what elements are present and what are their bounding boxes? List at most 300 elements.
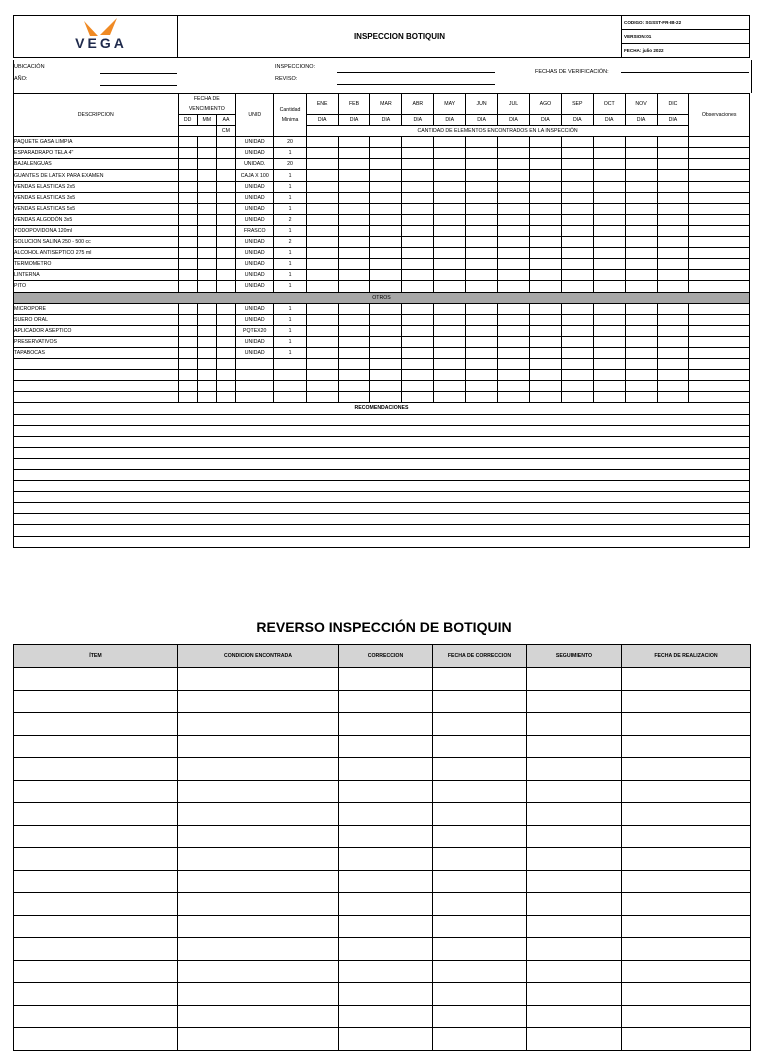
input-cell[interactable] xyxy=(14,392,179,403)
reverse-input-cell[interactable] xyxy=(178,870,339,893)
input-cell[interactable] xyxy=(434,270,466,281)
input-cell[interactable] xyxy=(593,259,625,270)
anio-field[interactable] xyxy=(100,85,177,86)
reverse-input-cell[interactable] xyxy=(527,780,622,803)
reverse-input-cell[interactable] xyxy=(14,1028,178,1051)
date-input-cell[interactable] xyxy=(178,203,197,214)
input-cell[interactable] xyxy=(529,137,561,148)
input-cell[interactable] xyxy=(657,170,689,181)
input-cell[interactable] xyxy=(689,170,750,181)
reverse-input-cell[interactable] xyxy=(433,713,527,736)
input-cell[interactable] xyxy=(306,314,338,325)
input-cell[interactable] xyxy=(561,181,593,192)
input-cell[interactable] xyxy=(466,347,498,358)
input-cell[interactable] xyxy=(657,359,689,370)
reverse-input-cell[interactable] xyxy=(527,803,622,826)
input-cell[interactable] xyxy=(370,392,402,403)
reverse-input-cell[interactable] xyxy=(14,803,178,826)
input-cell[interactable] xyxy=(561,137,593,148)
input-cell[interactable] xyxy=(625,181,657,192)
input-cell[interactable] xyxy=(466,370,498,381)
reverse-input-cell[interactable] xyxy=(178,735,339,758)
input-cell[interactable] xyxy=(593,336,625,347)
input-cell[interactable] xyxy=(657,303,689,314)
reverse-input-cell[interactable] xyxy=(339,735,433,758)
input-cell[interactable] xyxy=(236,392,274,403)
input-cell[interactable] xyxy=(338,325,370,336)
reverse-input-cell[interactable] xyxy=(527,915,622,938)
input-cell[interactable] xyxy=(274,392,306,403)
date-input-cell[interactable] xyxy=(197,203,216,214)
reverse-input-cell[interactable] xyxy=(178,893,339,916)
input-cell[interactable] xyxy=(593,170,625,181)
input-cell[interactable] xyxy=(338,303,370,314)
input-cell[interactable] xyxy=(561,359,593,370)
input-cell[interactable] xyxy=(466,248,498,259)
reverse-input-cell[interactable] xyxy=(433,848,527,871)
recomendacion-input[interactable] xyxy=(14,503,750,514)
reverse-input-cell[interactable] xyxy=(178,690,339,713)
input-cell[interactable] xyxy=(402,225,434,236)
input-cell[interactable] xyxy=(689,137,750,148)
input-cell[interactable] xyxy=(370,325,402,336)
input-cell[interactable] xyxy=(338,170,370,181)
reverse-input-cell[interactable] xyxy=(14,870,178,893)
input-cell[interactable] xyxy=(498,370,530,381)
input-cell[interactable] xyxy=(402,159,434,170)
input-cell[interactable] xyxy=(274,381,306,392)
input-cell[interactable] xyxy=(529,148,561,159)
input-cell[interactable] xyxy=(561,303,593,314)
input-cell[interactable] xyxy=(338,248,370,259)
input-cell[interactable] xyxy=(370,259,402,270)
input-cell[interactable] xyxy=(370,314,402,325)
date-input-cell[interactable] xyxy=(178,148,197,159)
input-cell[interactable] xyxy=(306,370,338,381)
reverse-input-cell[interactable] xyxy=(14,1005,178,1028)
input-cell[interactable] xyxy=(434,203,466,214)
input-cell[interactable] xyxy=(529,170,561,181)
input-cell[interactable] xyxy=(338,192,370,203)
input-cell[interactable] xyxy=(561,148,593,159)
date-input-cell[interactable] xyxy=(197,325,216,336)
date-input-cell[interactable] xyxy=(197,314,216,325)
date-input-cell[interactable] xyxy=(197,170,216,181)
input-cell[interactable] xyxy=(402,381,434,392)
date-input-cell[interactable] xyxy=(197,225,216,236)
input-cell[interactable] xyxy=(306,381,338,392)
input-cell[interactable] xyxy=(370,359,402,370)
reverse-input-cell[interactable] xyxy=(433,1005,527,1028)
reverse-input-cell[interactable] xyxy=(178,758,339,781)
reverse-input-cell[interactable] xyxy=(14,915,178,938)
input-cell[interactable] xyxy=(498,347,530,358)
input-cell[interactable] xyxy=(498,392,530,403)
input-cell[interactable] xyxy=(370,159,402,170)
recomendacion-input[interactable] xyxy=(14,458,750,469)
input-cell[interactable] xyxy=(657,381,689,392)
reverse-input-cell[interactable] xyxy=(527,870,622,893)
date-input-cell[interactable] xyxy=(216,192,235,203)
reverse-input-cell[interactable] xyxy=(178,915,339,938)
reverse-input-cell[interactable] xyxy=(339,758,433,781)
input-cell[interactable] xyxy=(625,370,657,381)
date-input-cell[interactable] xyxy=(216,237,235,248)
input-cell[interactable] xyxy=(498,359,530,370)
input-cell[interactable] xyxy=(561,347,593,358)
input-cell[interactable] xyxy=(466,314,498,325)
input-cell[interactable] xyxy=(657,248,689,259)
input-cell[interactable] xyxy=(306,237,338,248)
date-input-cell[interactable] xyxy=(216,248,235,259)
input-cell[interactable] xyxy=(689,325,750,336)
input-cell[interactable] xyxy=(529,381,561,392)
input-cell[interactable] xyxy=(593,347,625,358)
input-cell[interactable] xyxy=(402,370,434,381)
input-cell[interactable] xyxy=(498,270,530,281)
date-input-cell[interactable] xyxy=(197,248,216,259)
input-cell[interactable] xyxy=(689,336,750,347)
input-cell[interactable] xyxy=(657,314,689,325)
reverse-input-cell[interactable] xyxy=(622,735,751,758)
reverse-input-cell[interactable] xyxy=(433,825,527,848)
input-cell[interactable] xyxy=(498,248,530,259)
reverse-input-cell[interactable] xyxy=(178,960,339,983)
input-cell[interactable] xyxy=(689,347,750,358)
input-cell[interactable] xyxy=(14,381,179,392)
date-input-cell[interactable] xyxy=(216,137,235,148)
date-input-cell[interactable] xyxy=(178,225,197,236)
input-cell[interactable] xyxy=(498,203,530,214)
input-cell[interactable] xyxy=(529,203,561,214)
input-cell[interactable] xyxy=(561,159,593,170)
input-cell[interactable] xyxy=(434,225,466,236)
input-cell[interactable] xyxy=(402,314,434,325)
reverse-input-cell[interactable] xyxy=(622,803,751,826)
reverse-input-cell[interactable] xyxy=(178,713,339,736)
inspecciono-field[interactable] xyxy=(337,72,495,73)
date-input-cell[interactable] xyxy=(216,225,235,236)
reverse-input-cell[interactable] xyxy=(433,690,527,713)
recomendacion-input[interactable] xyxy=(14,492,750,503)
input-cell[interactable] xyxy=(338,370,370,381)
input-cell[interactable] xyxy=(402,259,434,270)
date-input-cell[interactable] xyxy=(216,259,235,270)
input-cell[interactable] xyxy=(370,225,402,236)
date-input-cell[interactable] xyxy=(197,181,216,192)
reverse-input-cell[interactable] xyxy=(622,893,751,916)
input-cell[interactable] xyxy=(593,137,625,148)
reverse-input-cell[interactable] xyxy=(527,960,622,983)
date-input-cell[interactable] xyxy=(178,181,197,192)
date-input-cell[interactable] xyxy=(178,314,197,325)
input-cell[interactable] xyxy=(657,137,689,148)
input-cell[interactable] xyxy=(434,237,466,248)
input-cell[interactable] xyxy=(370,214,402,225)
input-cell[interactable] xyxy=(402,181,434,192)
input-cell[interactable] xyxy=(434,248,466,259)
input-cell[interactable] xyxy=(593,237,625,248)
reverse-input-cell[interactable] xyxy=(622,915,751,938)
input-cell[interactable] xyxy=(498,336,530,347)
input-cell[interactable] xyxy=(593,303,625,314)
input-cell[interactable] xyxy=(657,192,689,203)
reverse-input-cell[interactable] xyxy=(433,758,527,781)
input-cell[interactable] xyxy=(338,259,370,270)
input-cell[interactable] xyxy=(370,336,402,347)
input-cell[interactable] xyxy=(529,181,561,192)
reverse-input-cell[interactable] xyxy=(339,938,433,961)
input-cell[interactable] xyxy=(306,325,338,336)
recomendacion-input[interactable] xyxy=(14,436,750,447)
input-cell[interactable] xyxy=(402,303,434,314)
input-cell[interactable] xyxy=(498,314,530,325)
reverse-input-cell[interactable] xyxy=(178,668,339,691)
input-cell[interactable] xyxy=(402,214,434,225)
input-cell[interactable] xyxy=(370,181,402,192)
input-cell[interactable] xyxy=(434,148,466,159)
input-cell[interactable] xyxy=(593,248,625,259)
reverse-input-cell[interactable] xyxy=(622,713,751,736)
input-cell[interactable] xyxy=(370,203,402,214)
reverse-input-cell[interactable] xyxy=(433,938,527,961)
input-cell[interactable] xyxy=(216,392,235,403)
input-cell[interactable] xyxy=(498,237,530,248)
input-cell[interactable] xyxy=(625,192,657,203)
reverse-input-cell[interactable] xyxy=(433,915,527,938)
input-cell[interactable] xyxy=(529,237,561,248)
input-cell[interactable] xyxy=(236,381,274,392)
date-input-cell[interactable] xyxy=(197,237,216,248)
input-cell[interactable] xyxy=(434,170,466,181)
date-input-cell[interactable] xyxy=(216,314,235,325)
reverse-input-cell[interactable] xyxy=(527,848,622,871)
input-cell[interactable] xyxy=(498,192,530,203)
input-cell[interactable] xyxy=(306,214,338,225)
input-cell[interactable] xyxy=(561,170,593,181)
input-cell[interactable] xyxy=(306,248,338,259)
reverse-input-cell[interactable] xyxy=(178,780,339,803)
input-cell[interactable] xyxy=(466,325,498,336)
input-cell[interactable] xyxy=(306,225,338,236)
reverse-input-cell[interactable] xyxy=(622,848,751,871)
input-cell[interactable] xyxy=(689,392,750,403)
reverse-input-cell[interactable] xyxy=(178,825,339,848)
input-cell[interactable] xyxy=(561,336,593,347)
input-cell[interactable] xyxy=(370,347,402,358)
reverse-input-cell[interactable] xyxy=(14,713,178,736)
input-cell[interactable] xyxy=(370,270,402,281)
date-input-cell[interactable] xyxy=(197,281,216,292)
input-cell[interactable] xyxy=(657,370,689,381)
input-cell[interactable] xyxy=(338,225,370,236)
date-input-cell[interactable] xyxy=(197,137,216,148)
reverse-input-cell[interactable] xyxy=(14,960,178,983)
input-cell[interactable] xyxy=(274,370,306,381)
date-input-cell[interactable] xyxy=(216,336,235,347)
input-cell[interactable] xyxy=(306,392,338,403)
input-cell[interactable] xyxy=(625,237,657,248)
recomendacion-input[interactable] xyxy=(14,414,750,425)
reverse-input-cell[interactable] xyxy=(14,690,178,713)
input-cell[interactable] xyxy=(657,336,689,347)
input-cell[interactable] xyxy=(466,336,498,347)
input-cell[interactable] xyxy=(689,214,750,225)
reverse-input-cell[interactable] xyxy=(622,870,751,893)
input-cell[interactable] xyxy=(306,336,338,347)
input-cell[interactable] xyxy=(338,347,370,358)
date-input-cell[interactable] xyxy=(178,336,197,347)
input-cell[interactable] xyxy=(561,192,593,203)
input-cell[interactable] xyxy=(402,281,434,292)
reverse-input-cell[interactable] xyxy=(339,780,433,803)
date-input-cell[interactable] xyxy=(216,325,235,336)
input-cell[interactable] xyxy=(338,181,370,192)
input-cell[interactable] xyxy=(434,392,466,403)
recomendacion-input[interactable] xyxy=(14,536,750,547)
input-cell[interactable] xyxy=(657,181,689,192)
input-cell[interactable] xyxy=(402,392,434,403)
reverse-input-cell[interactable] xyxy=(622,668,751,691)
input-cell[interactable] xyxy=(529,303,561,314)
date-input-cell[interactable] xyxy=(216,203,235,214)
ubicacion-field[interactable] xyxy=(100,73,177,74)
input-cell[interactable] xyxy=(466,203,498,214)
input-cell[interactable] xyxy=(338,314,370,325)
reviso-field[interactable] xyxy=(337,84,495,85)
reverse-input-cell[interactable] xyxy=(527,938,622,961)
input-cell[interactable] xyxy=(338,214,370,225)
reverse-input-cell[interactable] xyxy=(339,825,433,848)
input-cell[interactable] xyxy=(657,148,689,159)
input-cell[interactable] xyxy=(593,192,625,203)
input-cell[interactable] xyxy=(498,281,530,292)
input-cell[interactable] xyxy=(529,259,561,270)
input-cell[interactable] xyxy=(529,359,561,370)
reverse-input-cell[interactable] xyxy=(339,983,433,1006)
input-cell[interactable] xyxy=(625,314,657,325)
input-cell[interactable] xyxy=(625,381,657,392)
input-cell[interactable] xyxy=(561,248,593,259)
input-cell[interactable] xyxy=(593,381,625,392)
input-cell[interactable] xyxy=(338,137,370,148)
input-cell[interactable] xyxy=(561,225,593,236)
input-cell[interactable] xyxy=(466,159,498,170)
input-cell[interactable] xyxy=(689,281,750,292)
input-cell[interactable] xyxy=(561,259,593,270)
input-cell[interactable] xyxy=(466,303,498,314)
reverse-input-cell[interactable] xyxy=(433,668,527,691)
reverse-input-cell[interactable] xyxy=(178,1005,339,1028)
date-input-cell[interactable] xyxy=(178,137,197,148)
input-cell[interactable] xyxy=(434,181,466,192)
input-cell[interactable] xyxy=(657,281,689,292)
input-cell[interactable] xyxy=(593,281,625,292)
date-input-cell[interactable] xyxy=(216,170,235,181)
input-cell[interactable] xyxy=(402,170,434,181)
date-input-cell[interactable] xyxy=(216,148,235,159)
input-cell[interactable] xyxy=(657,259,689,270)
reverse-input-cell[interactable] xyxy=(14,848,178,871)
input-cell[interactable] xyxy=(338,336,370,347)
reverse-input-cell[interactable] xyxy=(433,983,527,1006)
input-cell[interactable] xyxy=(689,159,750,170)
reverse-input-cell[interactable] xyxy=(178,848,339,871)
date-input-cell[interactable] xyxy=(178,325,197,336)
reverse-input-cell[interactable] xyxy=(14,780,178,803)
input-cell[interactable] xyxy=(466,259,498,270)
input-cell[interactable] xyxy=(593,270,625,281)
input-cell[interactable] xyxy=(370,237,402,248)
reverse-input-cell[interactable] xyxy=(433,735,527,758)
recomendacion-input[interactable] xyxy=(14,481,750,492)
input-cell[interactable] xyxy=(625,248,657,259)
input-cell[interactable] xyxy=(434,370,466,381)
input-cell[interactable] xyxy=(434,137,466,148)
reverse-input-cell[interactable] xyxy=(527,893,622,916)
reverse-input-cell[interactable] xyxy=(178,983,339,1006)
input-cell[interactable] xyxy=(625,303,657,314)
input-cell[interactable] xyxy=(529,270,561,281)
date-input-cell[interactable] xyxy=(216,270,235,281)
input-cell[interactable] xyxy=(14,359,179,370)
input-cell[interactable] xyxy=(466,214,498,225)
date-input-cell[interactable] xyxy=(197,148,216,159)
input-cell[interactable] xyxy=(625,225,657,236)
input-cell[interactable] xyxy=(236,359,274,370)
reverse-input-cell[interactable] xyxy=(14,825,178,848)
date-input-cell[interactable] xyxy=(197,347,216,358)
input-cell[interactable] xyxy=(593,181,625,192)
input-cell[interactable] xyxy=(402,325,434,336)
input-cell[interactable] xyxy=(561,370,593,381)
input-cell[interactable] xyxy=(657,325,689,336)
input-cell[interactable] xyxy=(306,303,338,314)
reverse-input-cell[interactable] xyxy=(527,668,622,691)
input-cell[interactable] xyxy=(625,170,657,181)
input-cell[interactable] xyxy=(216,381,235,392)
fechas-verificacion-field[interactable] xyxy=(621,72,749,73)
input-cell[interactable] xyxy=(338,159,370,170)
reverse-input-cell[interactable] xyxy=(339,1028,433,1051)
input-cell[interactable] xyxy=(197,359,216,370)
reverse-input-cell[interactable] xyxy=(622,825,751,848)
input-cell[interactable] xyxy=(466,225,498,236)
reverse-input-cell[interactable] xyxy=(339,690,433,713)
reverse-input-cell[interactable] xyxy=(433,893,527,916)
input-cell[interactable] xyxy=(306,137,338,148)
input-cell[interactable] xyxy=(216,370,235,381)
input-cell[interactable] xyxy=(402,270,434,281)
input-cell[interactable] xyxy=(625,392,657,403)
input-cell[interactable] xyxy=(529,225,561,236)
input-cell[interactable] xyxy=(689,370,750,381)
input-cell[interactable] xyxy=(178,381,197,392)
input-cell[interactable] xyxy=(498,259,530,270)
input-cell[interactable] xyxy=(338,281,370,292)
input-cell[interactable] xyxy=(434,359,466,370)
input-cell[interactable] xyxy=(306,359,338,370)
input-cell[interactable] xyxy=(466,237,498,248)
input-cell[interactable] xyxy=(593,203,625,214)
input-cell[interactable] xyxy=(466,281,498,292)
input-cell[interactable] xyxy=(689,303,750,314)
input-cell[interactable] xyxy=(306,159,338,170)
input-cell[interactable] xyxy=(306,203,338,214)
input-cell[interactable] xyxy=(370,248,402,259)
input-cell[interactable] xyxy=(434,347,466,358)
input-cell[interactable] xyxy=(274,359,306,370)
